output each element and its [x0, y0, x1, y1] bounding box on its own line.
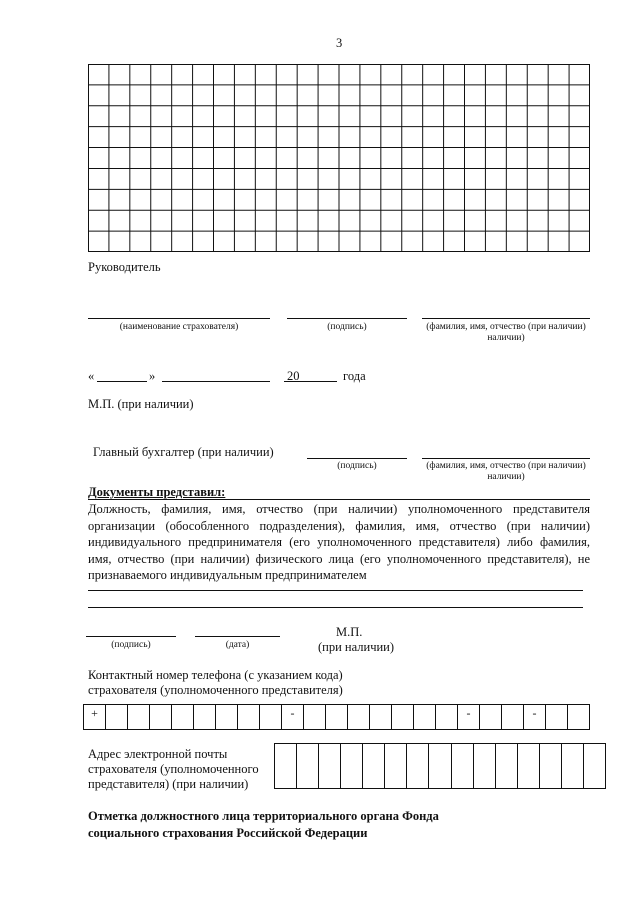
docs-heading-rule: [88, 499, 590, 500]
phone-cell[interactable]: [480, 705, 502, 729]
docs-fill-line-1[interactable]: [88, 590, 583, 591]
date-day-line[interactable]: [97, 381, 147, 382]
docs-heading: Документы представил:: [88, 485, 226, 499]
docs-paragraph: Должность, фамилия, имя, отчество (при наличии) уполномоченного представителя организации (обособленного подразделения), фамилия, имя, отчество (при наличии) индивидуального предпринимателя (его уполномоченного представителя) либо фамилия, имя, отчество (при наличии) физического лица (его уполномоченного представителя), не признаваемого индивидуальным предпринимателем: [88, 502, 590, 582]
email-cell[interactable]: [518, 744, 540, 788]
phone-cell[interactable]: [150, 705, 172, 729]
docs-fill-line-2[interactable]: [88, 607, 583, 608]
insurer-name-line[interactable]: [88, 318, 270, 319]
date-year-line[interactable]: [284, 381, 337, 382]
date-year-word: года: [343, 369, 366, 383]
phone-cell[interactable]: [546, 705, 568, 729]
email-label-line1: Адрес электронной почты: [88, 747, 228, 761]
email-label-line2: страхователя (уполномоченного: [88, 762, 259, 776]
page-number: 3: [336, 36, 343, 50]
fss-mark-line1: Отметка должностного лица территориального органа Фонда: [88, 809, 439, 823]
caption-accountant-fio-text: (фамилия, имя, отчество (при наличии): [426, 461, 586, 471]
fss-mark-line2: социального страхования Российской Федерации: [88, 826, 368, 840]
email-cell[interactable]: [407, 744, 429, 788]
email-cell[interactable]: [474, 744, 496, 788]
phone-cell-char: -: [290, 706, 295, 720]
email-cell[interactable]: [385, 744, 407, 788]
phone-cell[interactable]: [568, 705, 589, 729]
caption-accountant-sign: (подпись): [337, 461, 377, 471]
email-label-line3: представителя) (при наличии): [88, 777, 249, 791]
entry-grid-lines: [88, 64, 590, 252]
phone-cell[interactable]: [260, 705, 282, 729]
phone-cell[interactable]: [326, 705, 348, 729]
docs-stamp-line1: М.П.: [336, 625, 363, 639]
phone-cell-char: -: [532, 706, 537, 720]
email-cell[interactable]: [452, 744, 474, 788]
phone-cell[interactable]: [128, 705, 150, 729]
phone-number-cells[interactable]: [83, 704, 590, 730]
email-cell[interactable]: [319, 744, 341, 788]
docs-date-line[interactable]: [195, 636, 280, 637]
email-cell[interactable]: [540, 744, 562, 788]
caption-docs-date: (дата): [225, 640, 250, 650]
email-cell[interactable]: [363, 744, 385, 788]
caption-accountant-fio: (фамилия, имя, отчество (при наличии) наличии): [426, 461, 586, 482]
phone-cell[interactable]: [370, 705, 392, 729]
phone-cell[interactable]: [502, 705, 524, 729]
caption-insurer: (наименование страхователя): [119, 322, 239, 332]
phone-cell[interactable]: [106, 705, 128, 729]
phone-cell[interactable]: [194, 705, 216, 729]
date-month-line[interactable]: [162, 381, 270, 382]
email-cell[interactable]: [496, 744, 518, 788]
email-cell[interactable]: [297, 744, 319, 788]
phone-cell[interactable]: [392, 705, 414, 729]
phone-cell[interactable]: [282, 705, 304, 729]
accountant-label: Главный бухгалтер (при наличии): [93, 445, 274, 459]
phone-label-line1: Контактный номер телефона (с указанием кода): [88, 668, 343, 682]
date-close-quote: »: [149, 369, 156, 383]
phone-cell[interactable]: [348, 705, 370, 729]
date-year-prefix: 20: [287, 369, 300, 383]
phone-cell[interactable]: [84, 705, 106, 729]
phone-cell[interactable]: [216, 705, 238, 729]
email-cell[interactable]: [341, 744, 363, 788]
phone-cell[interactable]: [238, 705, 260, 729]
phone-cell-char: -: [466, 706, 471, 720]
email-cell[interactable]: [584, 744, 605, 788]
phone-cell[interactable]: [524, 705, 546, 729]
caption-head-sign: (подпись): [327, 322, 367, 332]
caption-head-fio-text: (фамилия, имя, отчество (при наличии): [426, 322, 586, 332]
docs-sign-line[interactable]: [86, 636, 176, 637]
email-cell[interactable]: [429, 744, 451, 788]
accountant-fio-line[interactable]: [422, 458, 590, 459]
email-cells[interactable]: [274, 743, 606, 789]
head-sign-line[interactable]: [287, 318, 407, 319]
phone-cell-char: +: [91, 706, 98, 720]
caption-docs-sign: (подпись): [111, 640, 151, 650]
phone-label-line2: страхователя (уполномоченного представителя): [88, 683, 343, 697]
date-open-quote: «: [88, 369, 95, 383]
docs-stamp-line2: (при наличии): [318, 640, 395, 654]
head-fio-line[interactable]: [422, 318, 590, 319]
entry-grid[interactable]: [88, 64, 590, 252]
phone-cell[interactable]: [414, 705, 436, 729]
email-cell[interactable]: [275, 744, 297, 788]
phone-cell[interactable]: [172, 705, 194, 729]
phone-cell[interactable]: [436, 705, 458, 729]
email-cell[interactable]: [562, 744, 584, 788]
phone-cell[interactable]: [304, 705, 326, 729]
accountant-sign-line[interactable]: [307, 458, 407, 459]
phone-cell[interactable]: [458, 705, 480, 729]
stamp-label: М.П. (при наличии): [88, 397, 194, 411]
head-title: Руководитель: [88, 260, 161, 274]
caption-head-fio: (фамилия, имя, отчество (при наличии) наличии): [426, 322, 586, 343]
